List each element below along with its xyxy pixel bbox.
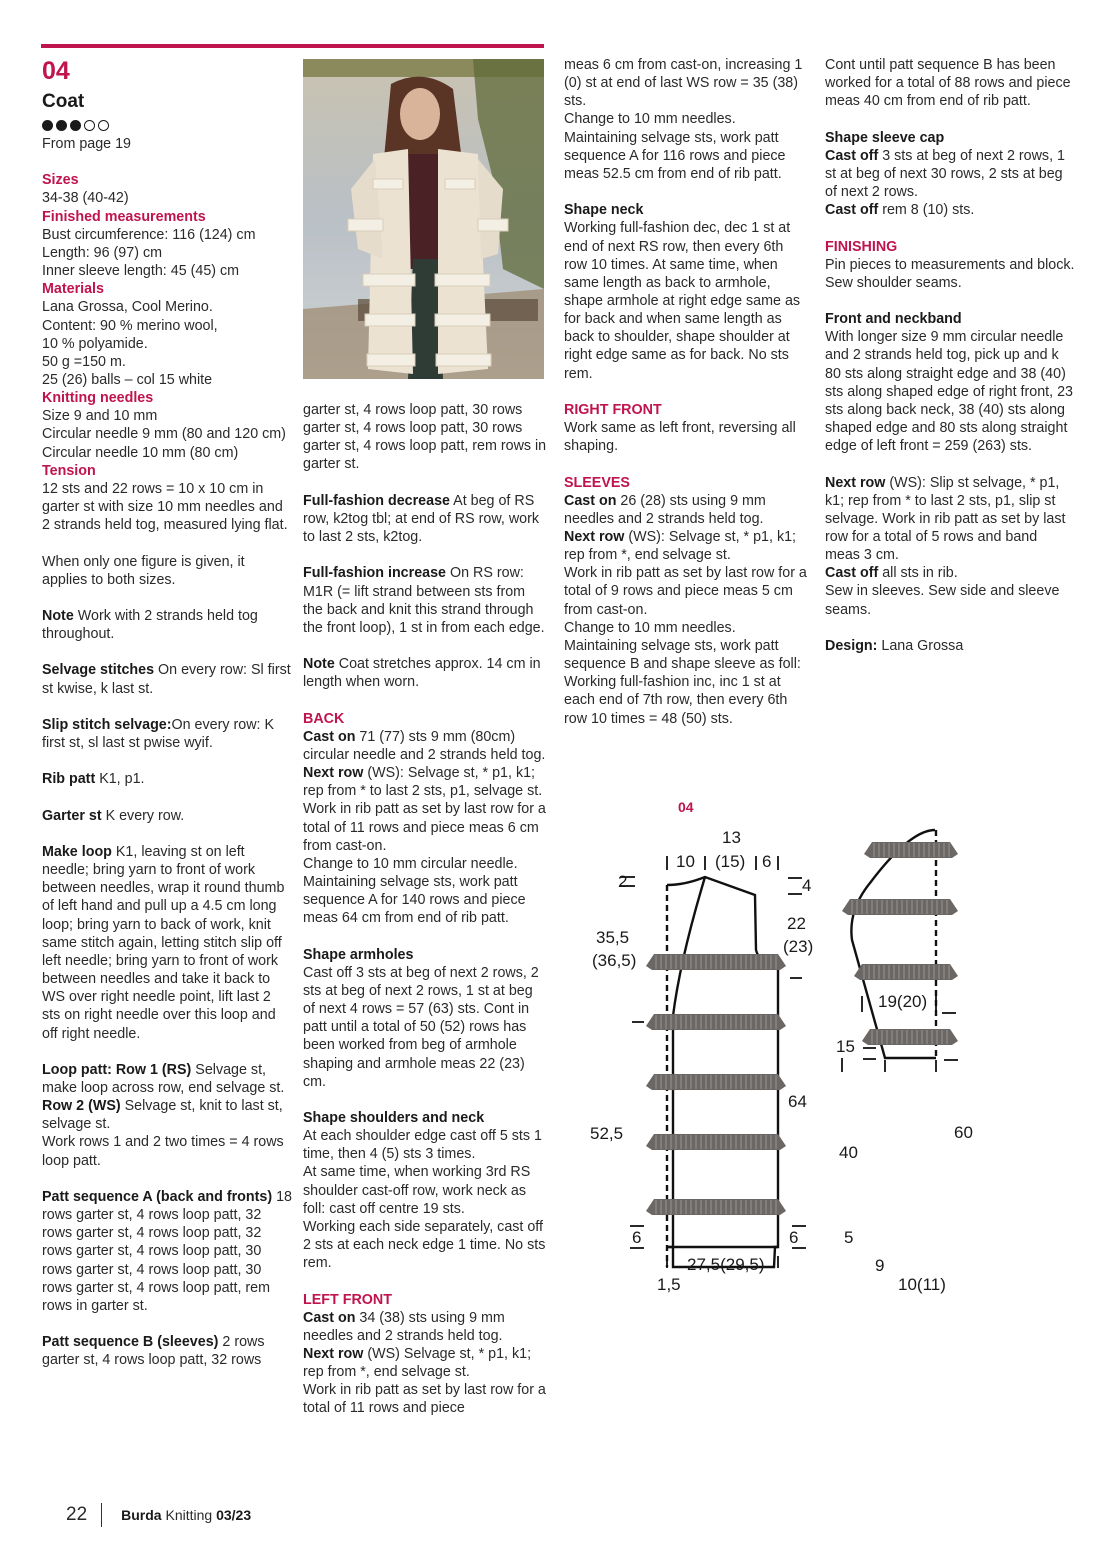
neckband-text: With longer size 9 mm circular needle and 2 strands held tog, pick up and k 80 sts along straight edge and 38 (40) sts along shaped edge of right front, 23 sts along back neck, 38 (40) sts along shaped edge and 80 sts along straight edge of left front = 259 (263) sts.: [825, 329, 1073, 455]
dim-neck-depth-alt: (36,5): [592, 951, 637, 970]
dim-rib-right: 6: [789, 1228, 799, 1247]
back-heading: BACK: [303, 710, 345, 727]
dim-top-total-alt: (15): [715, 852, 746, 871]
note: Note Work with 2 strands held tog throughout.: [42, 608, 258, 643]
design-credit: Design: Lana Grossa: [825, 637, 964, 654]
sleeve-cap-heading: Shape sleeve cap: [825, 129, 945, 146]
difficulty-dot-filled: [42, 120, 53, 131]
sleeves-cast-on: Cast on 26 (28) sts using 9 mm needles and 2 strands held tog.: [564, 492, 766, 527]
finished-line: Inner sleeve length: 45 (45) cm: [42, 263, 240, 280]
needles-line: Circular needle 10 mm (80 cm): [42, 444, 239, 461]
dim-sleeve-inc: 9: [875, 1256, 885, 1275]
dim-sleeve-rib: 5: [844, 1228, 854, 1247]
finished-line: Bust circumference: 116 (124) cm: [42, 226, 256, 243]
back-next-row: Next row (WS): Selvage st, * p1, k1; rep from * to last 2 sts, p1, selvage st. Work in rib patt as set by last row for a total of 11 rows and piece meas 6 cm from cast-on.: [303, 765, 546, 854]
dim-sleeve-length: 40: [839, 1143, 858, 1162]
sleeves-change: Change to 10 mm needles.: [564, 619, 736, 636]
column-1: [42, 56, 292, 1369]
magazine-name: Knitting: [161, 1507, 217, 1523]
left-front-heading: LEFT FRONT: [303, 1291, 392, 1308]
armholes-heading: Shape armholes: [303, 946, 414, 963]
dim-body-length: 64: [788, 1092, 807, 1111]
diagram-label: 04: [678, 799, 694, 815]
finishing-text: Pin pieces to measurements and block. Sew shoulder seams.: [825, 256, 1075, 291]
tension: 12 sts and 22 rows = 10 x 10 cm in garter st with size 10 mm needles and 2 strands held tog, measured lying flat.: [42, 480, 288, 534]
column-3: [564, 56, 809, 728]
shoulders-text: Working each side separately, cast off 2 sts at each neck edge 1 time. No sts rem.: [303, 1218, 546, 1272]
model-photo: [303, 59, 544, 379]
patt-sequence-b: Patt sequence B (sleeves) 2 rows garter st, 4 rows loop patt, 32 rows: [42, 1334, 265, 1369]
sleeve-cap-1: Cast off 3 sts at beg of next 2 rows, 1 st at beg of next 30 rows, 2 sts at beg of next 2 rows.: [825, 147, 1065, 201]
dim-rib-left: 6: [632, 1228, 642, 1247]
garter-st: Garter st K every row.: [42, 807, 185, 824]
header-rule: [41, 44, 544, 48]
shape-neck-text: Working full-fashion dec, dec 1 st at end of next RS row, then every 6th row 10 times. At same time, when same length as back to armhole, shape armhole at right edge same as for back and when same length as back to shoulder, shape shoulder at right edge same as for back. No sts rem.: [564, 220, 801, 382]
pattern-title: Coat: [42, 91, 85, 112]
back-cast-on: Cast on 71 (77) sts 9 mm (80cm) circular needle and 2 strands held tog.: [303, 728, 546, 763]
one-figure-note: When only one figure is given, it applies to both sizes.: [42, 553, 245, 588]
sleeves-work: Work in rib patt as set by last row for a total of 9 rows and piece meas 5 cm from cast-on.: [564, 565, 807, 618]
left-front-cast-on: Cast on 34 (38) sts using 9 mm needles and 2 strands held tog.: [303, 1309, 505, 1344]
dim-shoulder-slope: 4: [802, 876, 812, 895]
sleeves-heading: SLEEVES: [564, 474, 630, 491]
dim-armhole-alt: (23): [783, 937, 814, 956]
sizes-heading: Sizes: [42, 172, 79, 189]
left-front-change: Change to 10 mm needles.: [564, 111, 736, 128]
loop-fringe-band: [842, 899, 958, 915]
materials-line: 50 g =150 m.: [42, 353, 126, 370]
shape-neck-heading: Shape neck: [564, 202, 644, 219]
difficulty-dot-filled: [70, 120, 81, 131]
dim-sleeve-top: 19(20): [878, 992, 928, 1011]
left-front-maintain: Maintaining selvage sts, work patt sequence A for 116 rows and piece meas 52.5 cm from end of rib patt.: [564, 129, 786, 182]
brand-name: Burda: [121, 1507, 162, 1523]
patt-sequence-a: Patt sequence A (back and fronts) 18 rows garter st, 4 rows loop patt, 32 rows garter st, 4 rows loop patt, 32 rows garter st, 4 rows loop patt, 30 rows garter st, 4 rows loop patt, 30 rows garter st, 4 rows loop patt, rem rows in garter st.: [42, 1188, 292, 1314]
work-rows: Work rows 1 and 2 two times = 4 rows loop patt.: [42, 1134, 284, 1169]
shoulders-heading: Shape shoulders and neck: [303, 1110, 485, 1126]
slip-stitch-selvage: Slip stitch selvage:On every row: K first st, sl last st pwise wyif.: [42, 716, 275, 752]
dim-armhole: 22: [787, 914, 806, 933]
materials-line: 25 (26) balls – col 15 white: [42, 372, 213, 389]
sleeve-cap-2: Cast off rem 8 (10) sts.: [825, 202, 975, 219]
patt-sequence-b-cont: garter st, 4 rows loop patt, 30 rows garter st, 4 rows loop patt, 30 rows garter st, 4 rows loop patt, rem rows in garter st.: [303, 402, 547, 473]
tension-heading: Tension: [42, 462, 96, 479]
make-loop: Make loop K1, leaving st on left needle; bring yarn to front of work between needles, wrap it round thumb of left hand and pull up a 4.5 cm long loop; bring yarn to back of work, knit same stitch again, letting stitch slip off left needle; bring yarn to front of work between needles and take it back to WS over right needle point, lift last 2 sts on right needle over this loop and off right needle.: [42, 843, 285, 1042]
needles-heading: Knitting needles: [42, 390, 154, 407]
rib-patt: Rib patt K1, p1.: [42, 771, 145, 788]
left-front-cont: meas 6 cm from cast-on, increasing 1 (0) st at end of last WS row = 35 (38) sts.: [564, 57, 803, 110]
left-front-next-row: Next row (WS) Selvage st, * p1, k1; rep from *, end selvage st.: [303, 1346, 532, 1381]
sleeves-cont: Cont until patt sequence B has been worked for a total of 88 rows and piece meas 40 cm from end of rib patt.: [825, 57, 1071, 110]
dim-shoulder: 10: [676, 852, 695, 871]
dim-top-total: 13: [722, 828, 741, 847]
materials-line: Lana Grossa, Cool Merino.: [42, 299, 213, 316]
dim-overlap: 1,5: [657, 1275, 681, 1294]
dim-front-to-neck: 52,5: [590, 1124, 624, 1143]
neckband-heading: Front and neckband: [825, 311, 962, 328]
dim-width: 27,5(29,5): [687, 1255, 765, 1274]
difficulty-dot-empty: [84, 120, 95, 131]
finished-line: Length: 96 (97) cm: [42, 244, 163, 261]
needles-line: Size 9 and 10 mm: [42, 408, 158, 425]
dim-neck-drop: 2: [618, 872, 628, 891]
dim-neck-depth: 35,5: [596, 928, 630, 947]
sleeves-maintain: Maintaining selvage sts, work patt sequence B and shape sleeve as foll: Working full-fashion inc, inc 1 st at each end of 7th row, then every 6th row 10 times = 48 (50) sts.: [564, 637, 801, 727]
right-front-heading: RIGHT FRONT: [564, 401, 662, 418]
shoulders-text: At same time, when working 3rd RS shoulder cast-off row, work neck as foll: cast off centre 19 sts.: [303, 1164, 531, 1217]
difficulty-dot-empty: [98, 120, 109, 131]
full-fashion-increase: Full-fashion increase On RS row: M1R (= lift strand between sts from the back and knit this strand through the front loop), 1 st in from each edge.: [303, 565, 545, 636]
dim-sleeve-cap: 15: [836, 1037, 855, 1056]
coat-photo-illustration: [303, 59, 544, 379]
pattern-number: 04: [42, 57, 70, 85]
left-front-work: Work in rib patt as set by last row for a total of 11 rows and piece: [303, 1382, 546, 1417]
sew-text: Sew in sleeves. Sew side and sleeve seams.: [825, 583, 1060, 618]
materials-heading: Materials: [42, 281, 104, 298]
page-footer: [66, 1503, 251, 1527]
sleeves-next-row: Next row (WS): Selvage st, * p1, k1; rep from *, end selvage st.: [564, 529, 797, 564]
armholes-text: Cast off 3 sts at beg of next 2 rows, 2 sts at beg of next 2 rows, 1 st at beg of next 4 rows = 57 (63) sts. Cont in patt until a total of 50 (52) rows has been worked from beg of armhole shaping and armhole meas 22 (23) cm.: [303, 964, 539, 1090]
issue-number: 03/23: [216, 1507, 252, 1523]
shoulders-text: At each shoulder edge cast off 5 sts 1 time, then 4 (5) sts 3 times.: [303, 1128, 542, 1163]
difficulty-dot-filled: [56, 120, 67, 131]
loop-patt-row1: Loop patt: Row 1 (RS) Selvage st, make loop across row, end selvage st.: [42, 1061, 285, 1096]
schematic-diagram: [580, 790, 1000, 1310]
neckband-next-row: Next row (WS): Slip st selvage, * p1, k1; rep from * to last 2 sts, p1, slip st selvage. Work in rib patt as set by last row for a total of 5 rows and band meas 3 cm.: [825, 474, 1066, 564]
loop-fringe-band: [862, 1029, 958, 1045]
back-change: Change to 10 mm circular needle. Maintaining selvage sts, work patt sequence A for 140 rows and piece meas 64 cm from end of rib patt.: [303, 855, 526, 927]
materials-line: Content: 90 % merino wool,: [42, 317, 218, 334]
right-front-text: Work same as left front, reversing all shaping.: [564, 420, 796, 455]
needles-line: Circular needle 9 mm (80 and 120 cm): [42, 426, 286, 443]
finished-heading: Finished measurements: [42, 208, 206, 225]
dim-neck-width: 6: [762, 852, 772, 871]
from-page: From page 19: [42, 136, 132, 152]
selvage-stitches: Selvage stitches On every row: Sl first st kwise, k last st.: [42, 662, 291, 697]
loop-patt-row2: Row 2 (WS) Selvage st, knit to last st, selvage st.: [42, 1098, 283, 1133]
finishing-heading: FINISHING: [825, 238, 898, 255]
sleeve-outline: [851, 830, 936, 1058]
footer-divider: [101, 1503, 102, 1527]
materials-line: 10 % polyamide.: [42, 335, 148, 352]
sizes: 34-38 (40-42): [42, 190, 129, 207]
dim-sleeve-cuff: 10(11): [898, 1275, 946, 1294]
dim-sleeve-total: 60: [954, 1123, 973, 1142]
difficulty-rating: [42, 120, 292, 131]
page-number: 22: [66, 1504, 88, 1525]
neckband-cast-off: Cast off all sts in rib.: [825, 565, 958, 582]
column-2: [303, 401, 548, 1418]
loop-fringe-band: [854, 964, 958, 980]
loop-fringe-bands: [646, 842, 958, 1215]
stretch-note: Note Coat stretches approx. 14 cm in length when worn.: [303, 656, 541, 691]
full-fashion-decrease: Full-fashion decrease At beg of RS row, k2tog tbl; at end of RS row, work to last 2 sts, k2tog.: [303, 492, 540, 546]
column-4: [825, 56, 1075, 655]
